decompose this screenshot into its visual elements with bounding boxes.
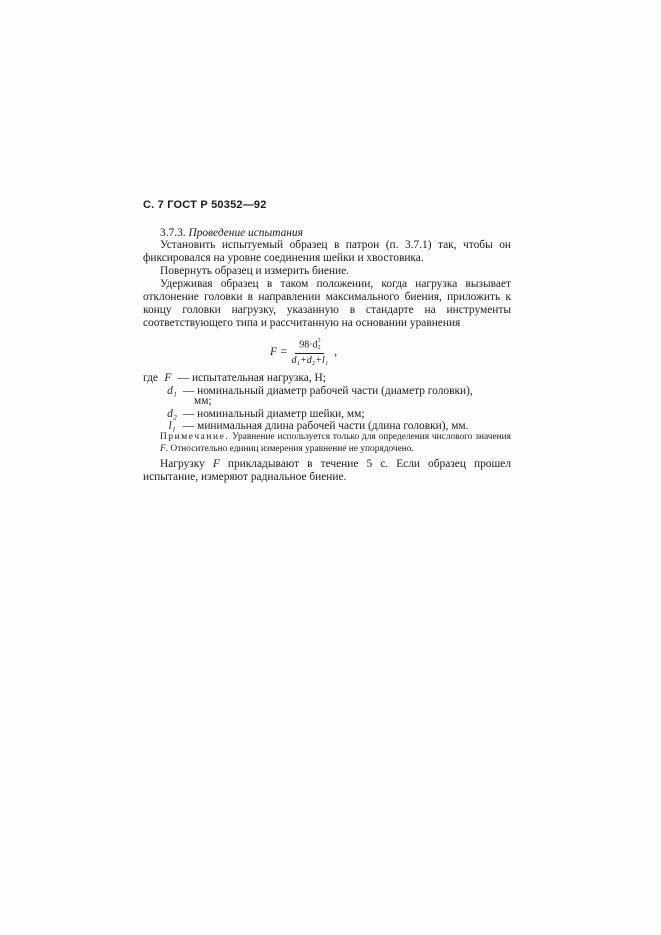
numerator-base: 98·d [299,339,318,351]
where-dash-1: — [182,385,195,397]
note [160,432,511,455]
where-prefix: где [143,372,158,384]
where-text-0: испытательная нагрузка, Н; [191,372,326,384]
note-symbol: F [160,443,166,454]
where-row-0 [143,372,326,385]
where-row-2 [194,395,212,408]
where-symbol-3: d₂ [167,408,177,420]
note-label: Примечание. [160,432,230,442]
section-title: Проведение испытания [188,227,303,239]
where-dash-0: — [177,372,190,384]
where-dash-3: — [182,408,195,420]
formula-numerator [295,338,324,354]
paragraph-1: Установить испытуемый образец в патрон (п. 3.7.1) так, чтобы он фиксировался на уровне соединения шейки и хвостовика. [143,239,511,264]
page-header: С. 7 ГОСТ Р 50352—92 [143,199,267,211]
where-text-4: минимальная длина рабочей части (длина головки), мм. [197,420,469,432]
section-heading [160,227,303,239]
final-after: прикладывают в течение 5 с. Если образец прошел испытание, измеряют радиальное биение. [143,458,512,483]
numerator-sub: 2 [317,345,321,351]
formula-trail: , [334,346,338,358]
where-row-3 [164,408,365,421]
section-number: 3.7.3. [160,227,186,239]
where-symbol-0: F [164,372,172,384]
formula-denominator: d₁+d₂+l₁ [291,355,329,366]
formula-lhs: F = [270,346,288,358]
where-symbol-1: d₁ [167,385,177,397]
where-text-3: номинальный диаметр шейки, мм; [197,408,365,420]
paragraph-2: Повернуть образец и измерить биение. [160,265,350,277]
where-row-4 [164,420,468,433]
paragraph-3: Удерживая образец в таком положении, когда нагрузка вызывает отклонение головки в направлении максимального биения, приложить к концу головки нагрузку, указанную в стандарте на инструменты соответствующего типа и рассчитанную на основании уравнения [143,278,511,329]
where-text-2: мм; [194,395,212,407]
numerator-sup: 3 [317,338,321,344]
formula [270,338,337,366]
final-paragraph [143,458,511,484]
formula-fraction [292,338,329,366]
where-symbol-4: l₁ [168,420,176,432]
where-text-1: номинальный диаметр рабочей части (диаметр головки), [197,385,473,397]
note-text-after: . Относительно единиц измерения уравнение не упорядочено. [165,443,414,454]
note-text-before: Уравнение используется только для определения числового значения [232,432,511,442]
final-symbol: F [212,458,220,470]
final-before: Нагрузку [160,458,205,470]
where-dash-4: — [182,420,195,432]
